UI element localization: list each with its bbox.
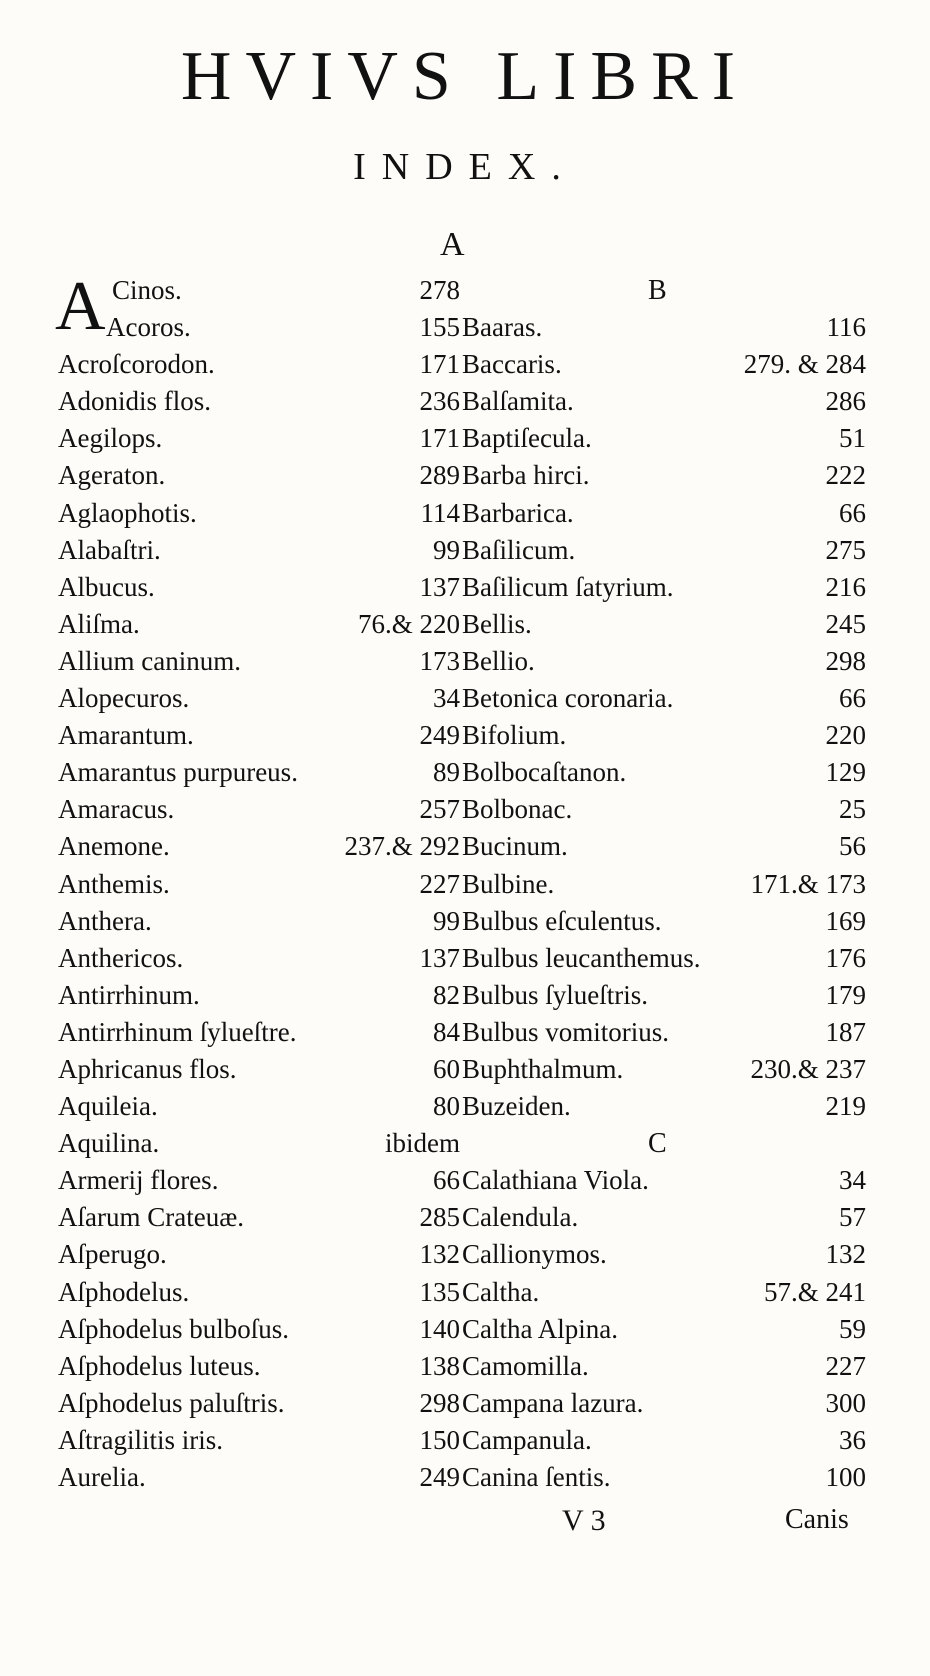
- entry-page-number: 169: [825, 905, 866, 936]
- entry-term: Anthericos.: [58, 942, 184, 973]
- index-entry: [58, 309, 460, 346]
- entry-page-number: 230.& 237: [750, 1053, 866, 1084]
- index-entry: [462, 1014, 866, 1051]
- entry-term: Callionymos.: [462, 1239, 607, 1270]
- entry-term: Bolbocaſtanon.: [462, 757, 627, 788]
- entry-page-number: 171: [419, 349, 460, 380]
- entry-page-number: 100: [825, 1462, 866, 1492]
- index-entry: [462, 940, 866, 977]
- entry-term: Aquilina.: [58, 1128, 160, 1159]
- entry-page-number: 137: [419, 571, 460, 602]
- entry-term: Acroſcorodon.: [58, 349, 215, 380]
- entry-page-number: 173: [419, 645, 460, 676]
- entry-term: Cinos.: [112, 275, 182, 305]
- index-entry: [462, 532, 866, 569]
- entry-page-number: 138: [419, 1350, 460, 1381]
- index-entry: [58, 940, 460, 977]
- index-entry: [462, 717, 866, 754]
- right-column: [462, 272, 866, 1496]
- entry-page-number: 289: [419, 460, 460, 491]
- index-entry: [462, 754, 866, 791]
- index-entry: [58, 1274, 460, 1311]
- index-entry: [58, 1051, 460, 1088]
- index-entry: [462, 1459, 866, 1496]
- entry-term: Bifolium.: [462, 720, 567, 751]
- index-entry: [58, 977, 460, 1014]
- entry-page-number: 57: [839, 1202, 866, 1233]
- index-entry: [58, 643, 460, 680]
- entry-page-number: 278: [419, 275, 460, 305]
- entry-page-number: 34: [839, 1165, 866, 1196]
- entry-term: Caltha.: [462, 1276, 540, 1307]
- index-entry: [462, 457, 866, 494]
- entry-term: Campana lazura.: [462, 1387, 644, 1418]
- index-entry: [58, 606, 460, 643]
- entry-page-number: 66: [839, 497, 866, 528]
- entry-term: Caltha Alpina.: [462, 1313, 618, 1344]
- entry-page-number: 237.& 292: [344, 831, 460, 862]
- index-entry: [462, 383, 866, 420]
- entry-term: Aegilops.: [58, 423, 163, 454]
- entry-page-number: 220: [825, 720, 866, 751]
- entry-page-number: 286: [825, 386, 866, 417]
- entry-page-number: 135: [419, 1276, 460, 1307]
- entry-term: Antirrhinum ſylueſtre.: [58, 1016, 297, 1047]
- page-title: HVIVS LIBRI: [180, 38, 750, 115]
- entry-page-number: 116: [826, 312, 866, 343]
- entry-term: Aſphodelus bulboſus.: [58, 1313, 290, 1344]
- index-entry: [462, 643, 866, 680]
- entry-page-number: 298: [419, 1387, 460, 1418]
- index-entry: [462, 1348, 866, 1385]
- index-entry: [58, 1014, 460, 1051]
- entry-page-number: 132: [419, 1239, 460, 1270]
- entry-page-number: 99: [433, 534, 460, 565]
- index-entry: [58, 717, 460, 754]
- entry-page-number: 129: [825, 757, 866, 788]
- index-entry: [462, 1422, 866, 1459]
- signature-mark: V 3: [562, 1504, 606, 1537]
- entry-page-number: 236: [419, 386, 460, 417]
- entry-page-number: 76.& 220: [357, 608, 460, 639]
- entry-page-number: 59: [839, 1313, 866, 1344]
- index-entry: [58, 1311, 460, 1348]
- entry-term: Aſphodelus.: [58, 1276, 190, 1307]
- index-entry: [58, 1162, 460, 1199]
- entry-term: Aquileia.: [58, 1091, 158, 1122]
- entry-term: Anthera.: [58, 905, 152, 936]
- entry-page-number: 298: [825, 645, 866, 676]
- entry-term: Balſamita.: [462, 386, 574, 417]
- index-entry: [462, 977, 866, 1014]
- entry-page-number: 66: [839, 683, 866, 714]
- entry-term: Baſilicum ſatyrium.: [462, 571, 674, 602]
- entry-term: Bellis.: [462, 608, 532, 639]
- entry-term: Amaracus.: [58, 794, 175, 825]
- entry-page-number: 99: [433, 905, 460, 936]
- index-entry: [58, 569, 460, 606]
- entry-page-number: 187: [825, 1016, 866, 1047]
- entry-page-number: 140: [419, 1313, 460, 1344]
- index-entry: [462, 1274, 866, 1311]
- entry-page-number: ibidem: [385, 1128, 460, 1159]
- page-subtitle: INDEX.: [353, 146, 577, 188]
- index-entry: [58, 420, 460, 457]
- index-entry: [462, 1199, 866, 1236]
- index-entry: [58, 383, 460, 420]
- index-entry: [462, 569, 866, 606]
- index-entry: [58, 680, 460, 717]
- entry-term: Buzeiden.: [462, 1091, 571, 1122]
- entry-term: Alopecuros.: [58, 683, 190, 714]
- entry-term: Aſtragilitis iris.: [58, 1424, 223, 1455]
- entry-page-number: 179: [825, 979, 866, 1010]
- index-entry: [462, 1385, 866, 1422]
- entry-page-number: 176: [825, 942, 866, 973]
- entry-term: Bellio.: [462, 645, 535, 676]
- entry-page-number: 222: [825, 460, 866, 491]
- entry-term: Aphricanus flos.: [58, 1053, 237, 1084]
- entry-page-number: 137: [419, 942, 460, 973]
- index-entry: [462, 1311, 866, 1348]
- entry-page-number: 114: [420, 497, 460, 528]
- drop-cap: A: [55, 268, 106, 345]
- entry-page-number: 227: [419, 868, 460, 899]
- entry-term: Alabaſtri.: [58, 534, 161, 565]
- index-entry: [58, 754, 460, 791]
- index-entry: [462, 1162, 866, 1199]
- entry-page-number: 89: [433, 757, 460, 788]
- index-entry: [462, 680, 866, 717]
- index-entry: [462, 495, 866, 532]
- index-entry: [462, 866, 866, 903]
- entry-term: Albucus.: [58, 571, 155, 602]
- entry-page-number: 34: [433, 683, 460, 714]
- entry-page-number: 300: [825, 1387, 866, 1418]
- entry-term: Bolbonac.: [462, 794, 573, 825]
- entry-term: Aſphodelus paluſtris.: [58, 1387, 285, 1418]
- index-entry: [462, 346, 866, 383]
- index-entry: [58, 532, 460, 569]
- entry-term: Bulbus leucanthemus.: [462, 942, 701, 973]
- index-entry: [58, 1199, 460, 1236]
- index-entry: [58, 1125, 460, 1162]
- index-entry: [462, 828, 866, 865]
- entry-term: Antirrhinum.: [58, 979, 200, 1010]
- index-entry: [58, 495, 460, 532]
- entry-page-number: 60: [433, 1053, 460, 1084]
- entry-term: Barba hirci.: [462, 460, 590, 491]
- index-entry: [58, 1088, 460, 1125]
- index-entry: [462, 1051, 866, 1088]
- catchword: Canis: [785, 1504, 849, 1535]
- entry-term: Betonica coronaria.: [462, 683, 674, 714]
- section-heading: [462, 272, 866, 309]
- index-entry: [58, 346, 460, 383]
- entry-term: Armerij flores.: [58, 1165, 219, 1196]
- entry-term: Aliſma.: [58, 608, 140, 639]
- entry-page-number: 227: [825, 1350, 866, 1381]
- entry-page-number: 171: [419, 423, 460, 454]
- entry-term: Baptiſecula.: [462, 423, 592, 454]
- entry-page-number: 219: [825, 1091, 866, 1122]
- index-entry: [462, 903, 866, 940]
- index-entry: [462, 606, 866, 643]
- entry-page-number: 80: [433, 1091, 460, 1122]
- entry-term: Barbarica.: [462, 497, 574, 528]
- entry-page-number: 56: [839, 831, 866, 862]
- index-entry: [58, 866, 460, 903]
- entry-term: Bucinum.: [462, 831, 568, 862]
- entry-page-number: 25: [839, 794, 866, 825]
- entry-term: B: [648, 275, 667, 306]
- entry-page-number: 51: [839, 423, 866, 454]
- entry-term: Ageraton.: [58, 460, 166, 491]
- entry-page-number: 36: [839, 1424, 866, 1455]
- entry-term: Camomilla.: [462, 1350, 589, 1381]
- entry-term: Aſarum Crateuæ.: [58, 1202, 244, 1233]
- entry-page-number: 155: [419, 312, 460, 343]
- entry-page-number: 245: [825, 608, 866, 639]
- entry-term: Calendula.: [462, 1202, 579, 1233]
- entry-term: Acoros.: [106, 312, 191, 343]
- entry-term: Baaras.: [462, 312, 543, 343]
- entry-term: Bulbus vomitorius.: [462, 1016, 670, 1047]
- index-entry: [58, 1459, 460, 1496]
- entry-page-number: 249: [419, 720, 460, 751]
- entry-term: Adonidis flos.: [58, 386, 212, 417]
- entry-page-number: 249: [419, 1462, 460, 1492]
- index-entry: [462, 1088, 866, 1125]
- entry-term: Anemone.: [58, 831, 170, 862]
- entry-term: Aſperugo.: [58, 1239, 167, 1270]
- entry-page-number: 285: [419, 1202, 460, 1233]
- entry-term: Allium caninum.: [58, 645, 241, 676]
- index-entry: [462, 309, 866, 346]
- section-heading: [462, 1125, 866, 1162]
- index-entry: [58, 1348, 460, 1385]
- entry-page-number: 257: [419, 794, 460, 825]
- entry-term: Amarantus purpureus.: [58, 757, 298, 788]
- entry-term: Canina ſentis.: [462, 1462, 611, 1492]
- entry-term: Bulbus ſylueſtris.: [462, 979, 649, 1010]
- entry-term: Aglaophotis.: [58, 497, 197, 528]
- entry-term: Anthemis.: [58, 868, 170, 899]
- entry-term: Baſilicum.: [462, 534, 576, 565]
- entry-page-number: 132: [825, 1239, 866, 1270]
- index-entry: [58, 903, 460, 940]
- entry-page-number: 66: [433, 1165, 460, 1196]
- entry-term: Aurelia.: [58, 1462, 146, 1492]
- index-entry: [462, 791, 866, 828]
- entry-page-number: 150: [419, 1424, 460, 1455]
- entry-term: Aſphodelus luteus.: [58, 1350, 261, 1381]
- entry-term: Bulbus eſculentus.: [462, 905, 662, 936]
- index-entry: [58, 828, 460, 865]
- index-entry: [58, 1236, 460, 1273]
- entry-term: Amarantum.: [58, 720, 194, 751]
- index-entry: [462, 420, 866, 457]
- entry-page-number: 279. & 284: [743, 349, 866, 380]
- entry-term: Baccaris.: [462, 349, 562, 380]
- entry-term: Bulbine.: [462, 868, 555, 899]
- entry-page-number: 82: [433, 979, 460, 1010]
- index-entry: [58, 1422, 460, 1459]
- index-entry: [58, 457, 460, 494]
- entry-page-number: 275: [825, 534, 866, 565]
- entry-page-number: 216: [825, 571, 866, 602]
- entry-term: Buphthalmum.: [462, 1053, 624, 1084]
- entry-page-number: 57.& 241: [763, 1276, 866, 1307]
- index-entry: [58, 791, 460, 828]
- entry-term: Calathiana Viola.: [462, 1165, 649, 1196]
- index-entry: [58, 272, 460, 309]
- section-heading-a: A: [440, 226, 465, 263]
- index-entry: [58, 1385, 460, 1422]
- entry-page-number: 171.& 173: [750, 868, 866, 899]
- left-column: [58, 272, 460, 1496]
- index-entry: [462, 1236, 866, 1273]
- entry-term: Campanula.: [462, 1424, 592, 1455]
- entry-page-number: 84: [433, 1016, 460, 1047]
- entry-term: C: [648, 1128, 667, 1160]
